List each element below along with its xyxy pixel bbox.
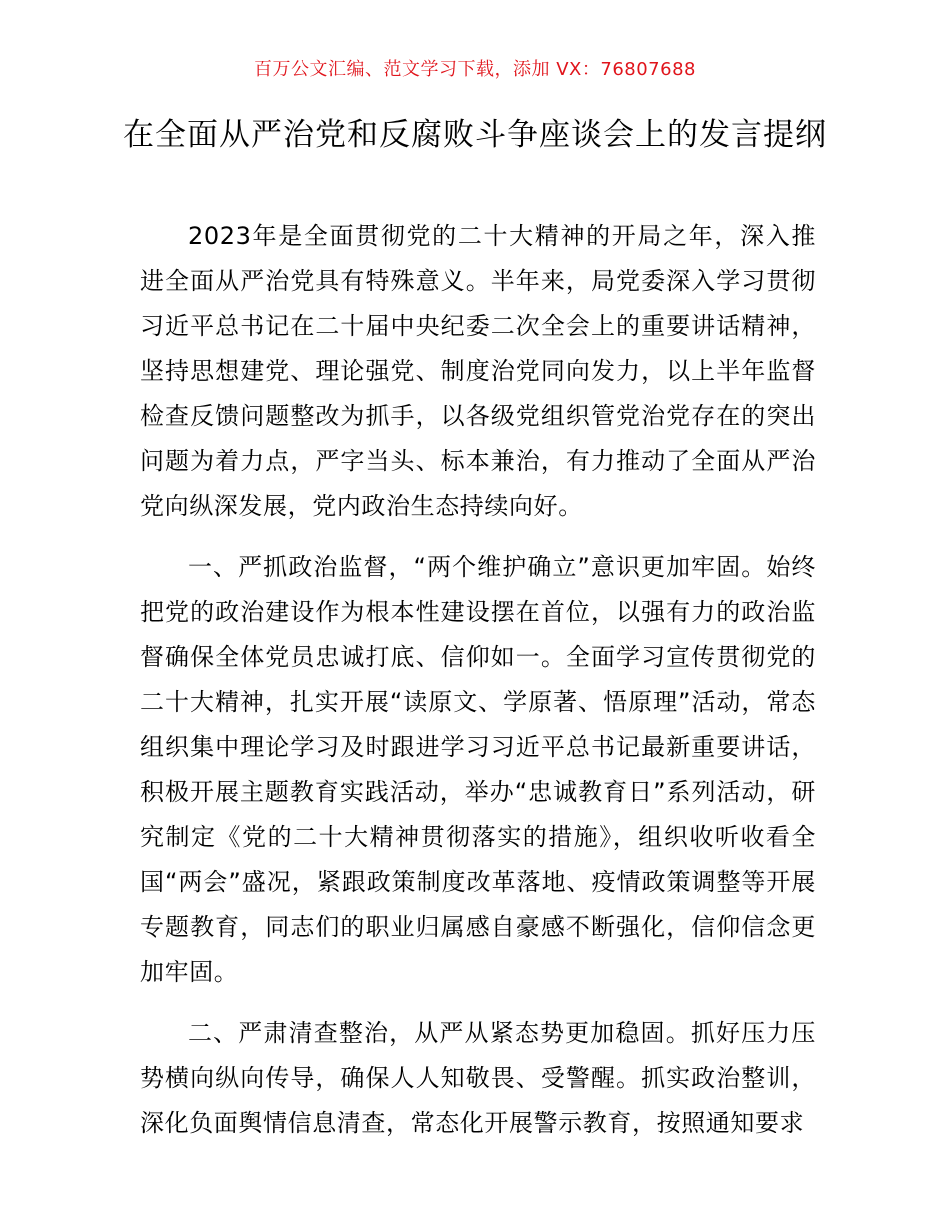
header-watermark-text: 百万公文汇编、范文学习下载，添加 VX：76807688 xyxy=(254,59,696,80)
document-title: 在全面从严治党和反腐败斗争座谈会上的发言提纲 xyxy=(123,117,827,153)
document-body xyxy=(140,214,816,1162)
paragraph-section-two: 二、严肃清查整治，从严从紧态势更加稳固。抓好压力压势横向纵向传导，确保人人知敬畏、受警醒。抓实政治整训，深化负面舆情信息清查，常态化开展警示教育，按照通知要求 xyxy=(140,1019,816,1137)
paragraph-intro: 2023年是全面贯彻党的二十大精神的开局之年，深入推进全面从严治党具有特殊意义。半年来，局党委深入学习贯彻习近平总书记在二十届中央纪委二次全会上的重要讲话精神，坚持思想建党、理论强党、制度治党同向发力，以上半年监督检查反馈问题整改为抓手，以各级党组织管党治党存在的突出问题为着力点，严字当头、标本兼治，有力推动了全面从严治党向纵深发展，党内政治生态持续向好。 xyxy=(140,222,816,520)
paragraph-section-one: 一、严抓政治监督，“两个维护确立”意识更加牢固。始终把党的政治建设作为根本性建设摆在首位，以强有力的政治监督确保全体党员忠诚打底、信仰如一。全面学习宣传贯彻党的二十大精神，扎实开展“读原文、学原著、悟原理”活动，常态组织集中理论学习及时跟进学习习近平总书记最新重要讲话，积极开展主题教育实践活动，举办“忠诚教育日”系列活动，研究制定《党的二十大精神贯彻落实的措施》，组织收听收看全国“两会”盛况，紧跟政策制度改革落地、疫情政策调整等开展专题教育，同志们的职业归属感自豪感不断强化，信仰信念更加牢固。 xyxy=(140,553,816,986)
